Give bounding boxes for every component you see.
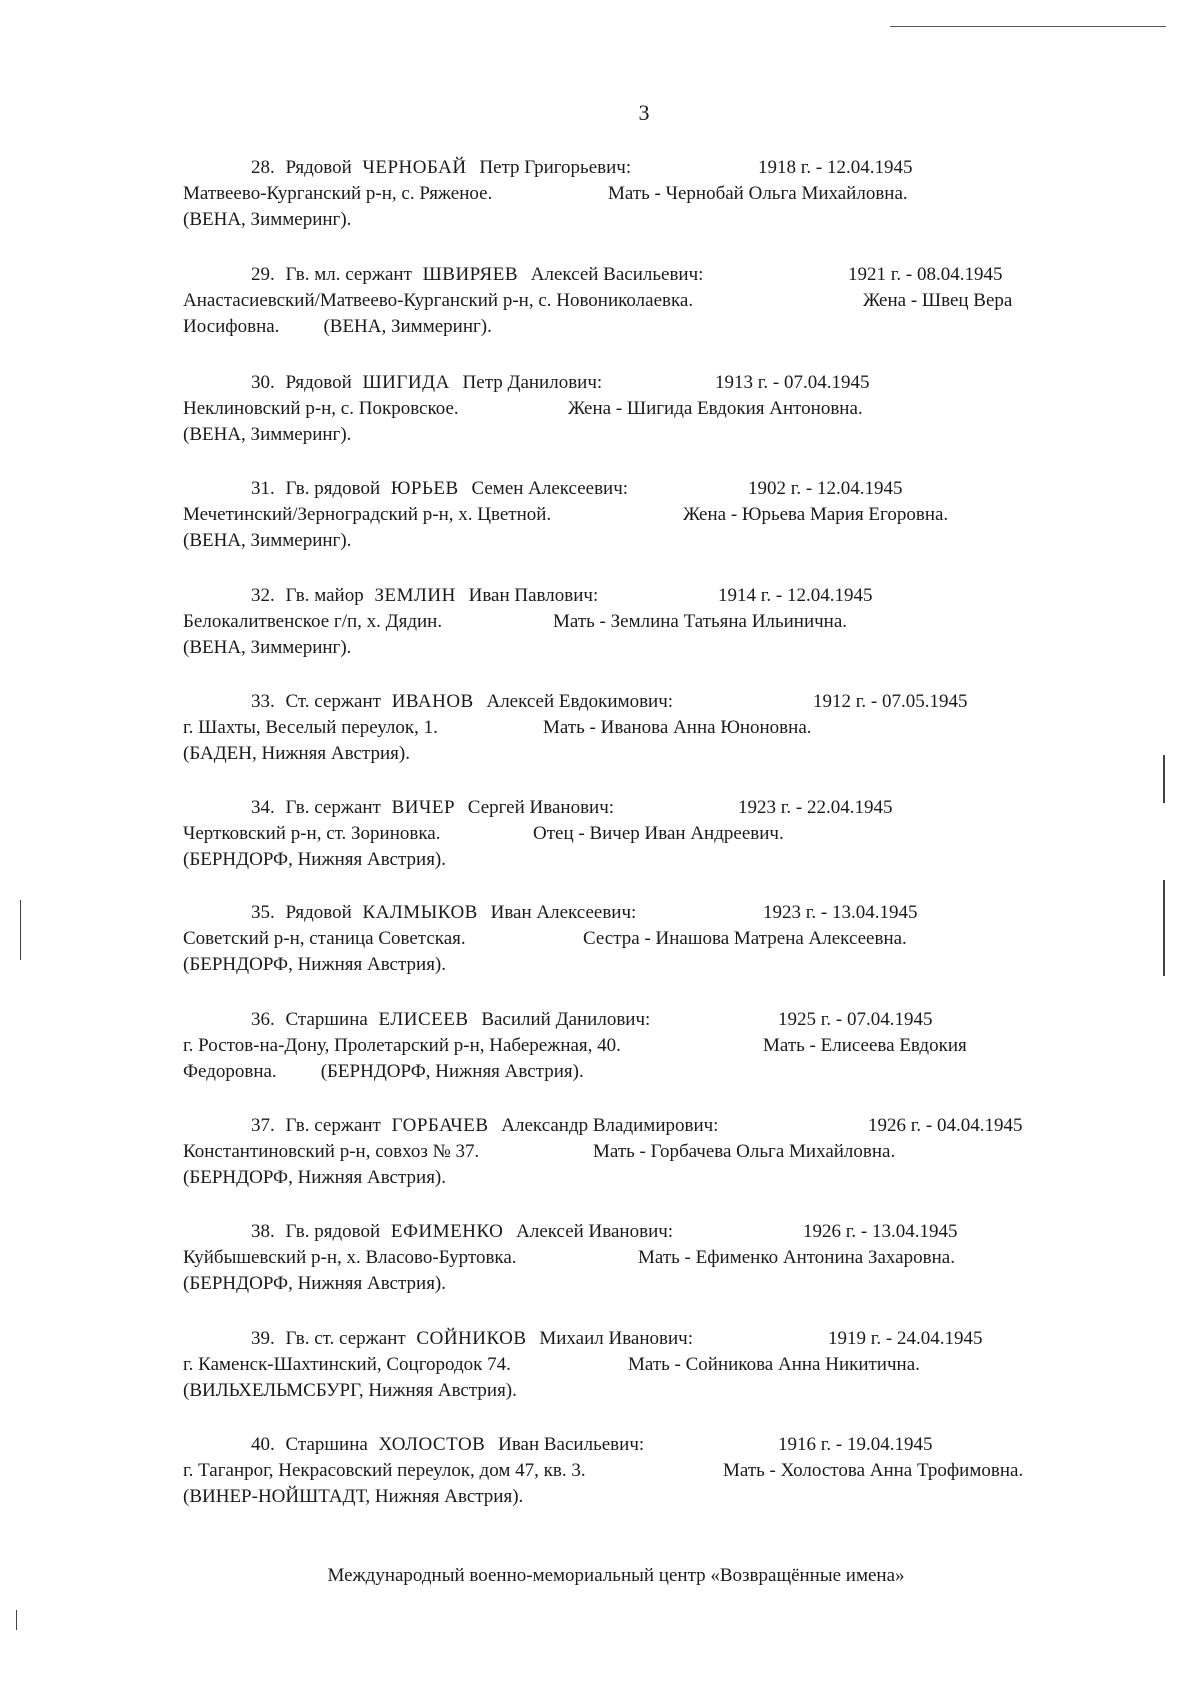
entry	[183, 476, 1123, 554]
entry-place: Константиновский р-н, совхоз № 37.	[183, 1141, 480, 1162]
entry-place: г. Каменск-Шахтинский, Соцгородок 74.	[183, 1354, 511, 1375]
entry-burial-line	[183, 741, 1123, 767]
entry-place-line	[183, 1033, 1123, 1059]
entry-name: Петр Григорьевич:	[479, 157, 632, 178]
entry-heading-line	[183, 1113, 1123, 1139]
entry-burial-line	[183, 314, 1123, 340]
entry-dates: 1918 г. - 12.04.1945	[758, 157, 913, 178]
entry-burial: (ВИНЕР-НОЙШТАДТ, Нижняя Австрия).	[183, 1486, 524, 1507]
entry-number: 32.	[251, 585, 275, 606]
entry-burial: (БЕРНДОРФ, Нижняя Австрия).	[183, 1167, 447, 1188]
entry-dates: 1914 г. - 12.04.1945	[718, 585, 873, 606]
entry-name: Иван Алексеевич:	[490, 902, 637, 923]
entry-surname: КАЛМЫКОВ	[362, 902, 478, 923]
entry-surname: ЮРЬЕВ	[390, 478, 459, 499]
entry	[183, 1113, 1123, 1191]
entry-relative: Жена - Юрьева Мария Егоровна.	[683, 504, 949, 525]
entry-place: Анастасиевский/Матвеево-Курганский р-н, с. Новониколаевка.	[183, 290, 694, 311]
entry-place-line	[183, 1458, 1123, 1484]
entry-dates: 1925 г. - 07.04.1945	[778, 1009, 933, 1030]
entry	[183, 689, 1123, 767]
entry-number: 35.	[251, 902, 275, 923]
entry-relative: Мать - Горбачева Ольга Михайловна.	[593, 1141, 896, 1162]
entry-number: 31.	[251, 478, 275, 499]
entry-surname: ШВИРЯЕВ	[422, 264, 519, 285]
entry-heading-line	[183, 155, 1123, 181]
entry-surname: ЕЛИСЕЕВ	[378, 1009, 469, 1030]
entry-place-line	[183, 1245, 1123, 1271]
entry-burial-line	[183, 207, 1123, 233]
entry	[183, 370, 1123, 448]
entry-burial-line	[183, 847, 1123, 873]
entry-relative: Жена - Швец Вера	[863, 290, 1013, 311]
entry-rank: Старшина	[285, 1009, 368, 1030]
entry-heading-line	[183, 476, 1123, 502]
entry-dates: 1926 г. - 04.04.1945	[868, 1115, 1023, 1136]
entry-rank: Гв. майор	[285, 585, 364, 606]
entry-relative: Мать - Землина Татьяна Ильинична.	[553, 611, 848, 632]
entry	[183, 1219, 1123, 1297]
entry-burial: (ВЕНА, Зиммеринг).	[183, 209, 352, 230]
entry-dates: 1913 г. - 07.04.1945	[715, 372, 870, 393]
entry-name: Михаил Иванович:	[539, 1328, 693, 1349]
entry-name: Алексей Евдокимович:	[486, 691, 674, 712]
entry-place-line	[183, 821, 1123, 847]
entry-heading-line	[183, 900, 1123, 926]
entry-place-line	[183, 502, 1123, 528]
entry-number: 38.	[251, 1221, 275, 1242]
entry-heading-line	[183, 1432, 1123, 1458]
entry-place-line	[183, 1352, 1123, 1378]
entry-dates: 1916 г. - 19.04.1945	[778, 1434, 933, 1455]
entry-place: Мечетинский/Зерноградский р-н, х. Цветной.	[183, 504, 552, 525]
entry-burial: (ВЕНА, Зиммеринг).	[323, 316, 492, 337]
entry-number: 39.	[251, 1328, 275, 1349]
entry-name: Алексей Васильевич:	[530, 264, 704, 285]
entry-dates: 1923 г. - 13.04.1945	[763, 902, 918, 923]
entry-number: 34.	[251, 797, 275, 818]
entry-relative-continuation: Федоровна.	[183, 1061, 277, 1082]
entry-burial: (БЕРНДОРФ, Нижняя Австрия).	[183, 954, 447, 975]
entry	[183, 1007, 1123, 1085]
entry-rank: Ст. сержант	[285, 691, 381, 712]
scan-mark	[20, 900, 21, 960]
entry-burial-line	[183, 1165, 1123, 1191]
entry-rank: Рядовой	[285, 902, 352, 923]
entry-name: Петр Данилович:	[462, 372, 603, 393]
entry-rank: Гв. сержант	[285, 797, 381, 818]
entry-relative: Мать - Ефименко Антонина Захаровна.	[638, 1247, 955, 1268]
entry-number: 40.	[251, 1434, 275, 1455]
entry-heading-line	[183, 1007, 1123, 1033]
entry-rank: Старшина	[285, 1434, 368, 1455]
entry-heading-line	[183, 262, 1123, 288]
entry-burial-line	[183, 1484, 1123, 1510]
entry-place: Неклиновский р-н, с. Покровское.	[183, 398, 459, 419]
entry-number: 28.	[251, 157, 275, 178]
entry-burial: (ВЕНА, Зиммеринг).	[183, 637, 352, 658]
entry	[183, 1432, 1123, 1510]
entry-rank: Гв. сержант	[285, 1115, 381, 1136]
entry	[183, 583, 1123, 661]
entry-burial-line	[183, 528, 1123, 554]
entry-heading-line	[183, 1219, 1123, 1245]
entry-name: Иван Павлович:	[468, 585, 599, 606]
entry-burial-line	[183, 1059, 1123, 1085]
entry-surname: ЕФИМЕНКО	[390, 1221, 504, 1242]
entry-burial: (БАДЕН, Нижняя Австрия).	[183, 743, 410, 764]
entry-place: г. Шахты, Веселый переулок, 1.	[183, 717, 438, 738]
entry-dates: 1919 г. - 24.04.1945	[828, 1328, 983, 1349]
entry-burial: (БЕРНДОРФ, Нижняя Австрия).	[320, 1061, 584, 1082]
entry	[183, 795, 1123, 873]
entry-place: Чертковский р-н, ст. Зориновка.	[183, 823, 441, 844]
entry-number: 37.	[251, 1115, 275, 1136]
scan-mark	[16, 1610, 17, 1630]
entry-rank: Рядовой	[285, 157, 352, 178]
entry	[183, 900, 1123, 978]
entry-dates: 1902 г. - 12.04.1945	[748, 478, 903, 499]
entry-number: 29.	[251, 264, 275, 285]
entry-burial-line	[183, 1378, 1123, 1404]
entry-place: Белокалитвенское г/п, х. Дядин.	[183, 611, 443, 632]
entry-heading-line	[183, 583, 1123, 609]
entry-burial-line	[183, 422, 1123, 448]
entry-relative: Мать - Сойникова Анна Никитична.	[628, 1354, 920, 1375]
entry-rank: Гв. ст. сержант	[285, 1328, 406, 1349]
scan-mark	[1163, 755, 1165, 803]
entry-name: Алексей Иванович:	[516, 1221, 674, 1242]
entry-dates: 1921 г. - 08.04.1945	[848, 264, 1003, 285]
entry-burial: (БЕРНДОРФ, Нижняя Австрия).	[183, 849, 447, 870]
entry-dates: 1926 г. - 13.04.1945	[803, 1221, 958, 1242]
entry-relative: Мать - Елисеева Евдокия	[763, 1035, 967, 1056]
entry-burial-line	[183, 1271, 1123, 1297]
entry-relative: Жена - Шигида Евдокия Антоновна.	[568, 398, 863, 419]
entry-surname: ХОЛОСТОВ	[378, 1434, 486, 1455]
entry-burial: (ВЕНА, Зиммеринг).	[183, 424, 352, 445]
entry-place: Советский р-н, станица Советская.	[183, 928, 466, 949]
entry	[183, 262, 1123, 340]
entry-place: Куйбышевский р-н, х. Власово-Буртовка.	[183, 1247, 517, 1268]
entry-dates: 1923 г. - 22.04.1945	[738, 797, 893, 818]
entry-surname: ГОРБАЧЕВ	[391, 1115, 489, 1136]
entry-burial-line	[183, 635, 1123, 661]
entry-name: Иван Васильевич:	[498, 1434, 645, 1455]
entry-dates: 1912 г. - 07.05.1945	[813, 691, 968, 712]
entry-surname: ЧЕРНОБАЙ	[362, 157, 467, 178]
entry-surname: ШИГИДА	[362, 372, 450, 393]
entry-number: 30.	[251, 372, 275, 393]
entry-relative: Мать - Иванова Анна Юноновна.	[543, 717, 812, 738]
entry-place: Матвеево-Курганский р-н, с. Ряженое.	[183, 183, 493, 204]
entry-relative-continuation: Иосифовна.	[183, 316, 280, 337]
entry-surname: ЗЕМЛИН	[374, 585, 456, 606]
entry-name: Василий Данилович:	[481, 1009, 651, 1030]
entry-heading-line	[183, 1326, 1123, 1352]
entry-relative: Сестра - Инашова Матрена Алексеевна.	[583, 928, 907, 949]
entry-surname: ИВАНОВ	[391, 691, 474, 712]
entry-burial: (ВИЛЬХЕЛЬМСБУРГ, Нижняя Австрия).	[183, 1380, 517, 1401]
entry-burial-line	[183, 952, 1123, 978]
entry-place-line	[183, 609, 1123, 635]
entry-surname: СОЙНИКОВ	[416, 1328, 527, 1349]
entry-place-line	[183, 288, 1123, 314]
entry-rank: Рядовой	[285, 372, 352, 393]
entry-surname: ВИЧЕР	[391, 797, 456, 818]
top-rule	[890, 26, 1166, 27]
entry-burial: (ВЕНА, Зиммеринг).	[183, 530, 352, 551]
entry	[183, 155, 1123, 233]
entry-relative: Отец - Вичер Иван Андреевич.	[533, 823, 784, 844]
page-number: 3	[638, 100, 650, 125]
entry-number: 36.	[251, 1009, 275, 1030]
entry-name: Александр Владимирович:	[501, 1115, 719, 1136]
entry-relative: Мать - Холостова Анна Трофимовна.	[723, 1460, 1024, 1481]
entry-place-line	[183, 181, 1123, 207]
entry-name: Семен Алексеевич:	[471, 478, 629, 499]
entry-place-line	[183, 396, 1123, 422]
entry	[183, 1326, 1123, 1404]
entry-rank: Гв. рядовой	[285, 1221, 381, 1242]
entry-place-line	[183, 715, 1123, 741]
entry-number: 33.	[251, 691, 275, 712]
entry-heading-line	[183, 689, 1123, 715]
entry-name: Сергей Иванович:	[467, 797, 615, 818]
entry-place: г. Таганрог, Некрасовский переулок, дом 47, кв. 3.	[183, 1460, 586, 1481]
entry-relative: Мать - Чернобай Ольга Михайловна.	[608, 183, 908, 204]
scan-mark	[1163, 880, 1165, 976]
entry-place-line	[183, 1139, 1123, 1165]
entry-heading-line	[183, 370, 1123, 396]
entry-place-line	[183, 926, 1123, 952]
entry-place: г. Ростов-на-Дону, Пролетарский р-н, Набережная, 40.	[183, 1035, 621, 1056]
entry-rank: Гв. мл. сержант	[285, 264, 412, 285]
entry-burial: (БЕРНДОРФ, Нижняя Австрия).	[183, 1273, 447, 1294]
footer-text: Международный военно-мемориальный центр «Возвращённые имена»	[327, 1565, 905, 1586]
entry-heading-line	[183, 795, 1123, 821]
entry-rank: Гв. рядовой	[285, 478, 381, 499]
